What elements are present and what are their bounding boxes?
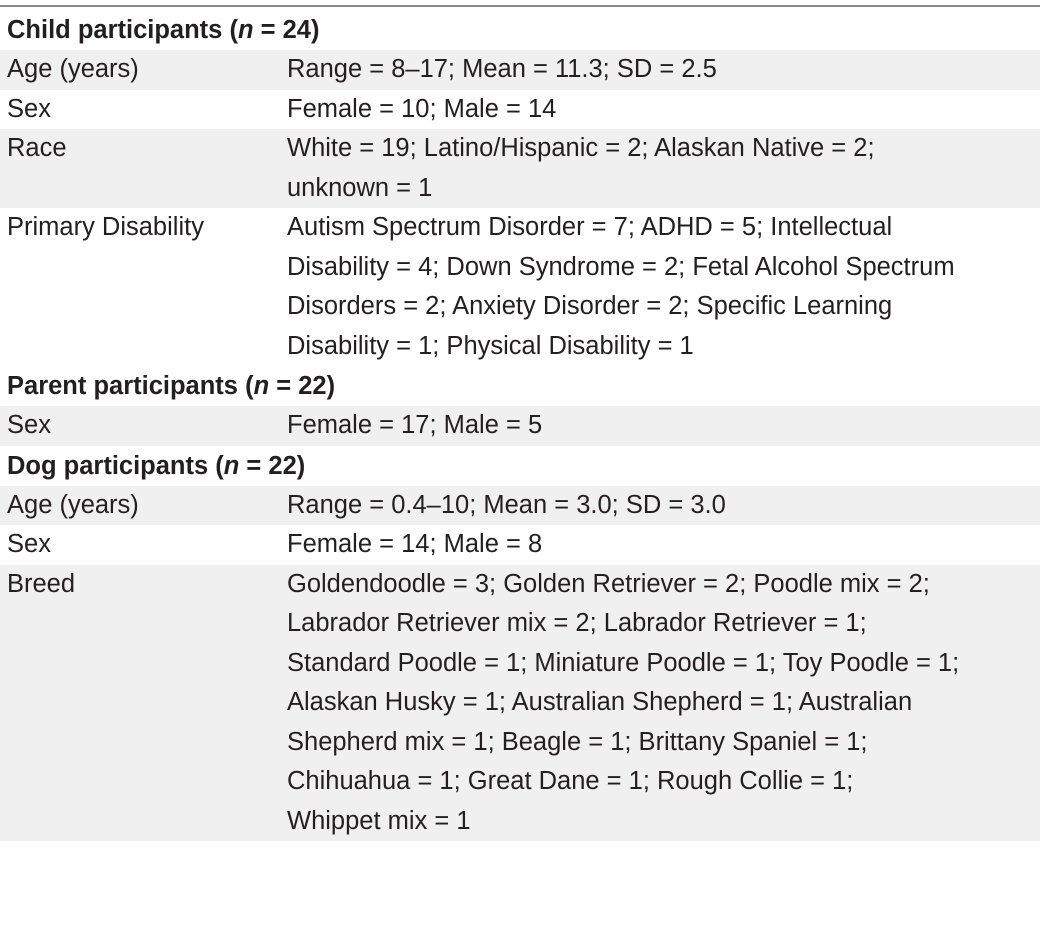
row-value-line: Disorders = 2; Anxiety Disorder = 2; Specific Learning [287,292,893,320]
row-value-line: Goldendoodle = 3; Golden Retriever = 2; Poodle mix = 2; [287,569,930,598]
dog-participants-header [0,446,1040,486]
row-value [287,406,1040,446]
row-value-line: Female = 10; Male = 14 [287,94,557,123]
row-label: Primary Disability [7,213,204,241]
row-label: Sex [7,411,51,439]
row-value [287,208,1040,366]
table-row [0,486,1040,526]
section-header-n: n [223,451,240,480]
row-value-line: Alaskan Husky = 1; Australian Shepherd = 1; Australian [287,688,913,716]
table-row [0,565,1040,842]
row-value-line: unknown = 1 [287,173,433,202]
section-header-suffix: = 22) [239,451,306,480]
row-label: Breed [7,569,76,598]
section-header-prefix: Child participants ( [7,16,238,44]
row-value [287,525,1040,565]
section-header-n: n [253,372,270,400]
table-row [0,90,1040,130]
row-label: Age (years) [7,490,139,519]
row-value-line: White = 19; Latino/Hispanic = 2; Alaskan Native = 2; [287,134,875,162]
row-value-line: Range = 0.4–10; Mean = 3.0; SD = 3.0 [287,490,726,519]
section-header-prefix: Parent participants ( [7,372,254,400]
row-value-line: Chihuahua = 1; Great Dane = 1; Rough Collie = 1; [287,767,854,795]
row-value-line: Autism Spectrum Disorder = 7; ADHD = 5; Intellectual [287,213,893,241]
row-label: Sex [7,530,51,558]
row-value [287,90,1040,130]
table-row [0,406,1040,446]
section-header-prefix: Dog participants ( [7,451,224,480]
section-header-suffix: = 24) [253,16,320,44]
row-value-line: Female = 17; Male = 5 [287,411,543,439]
child-participants-header [0,10,1040,50]
row-label: Age (years) [7,55,139,83]
table-row [0,50,1040,90]
table-row [0,129,1040,208]
demographics-table [0,10,1040,841]
row-value-line: Range = 8–17; Mean = 11.3; SD = 2.5 [287,55,717,83]
parent-participants-header [0,366,1040,406]
section-header-n: n [237,16,254,44]
table-row [0,525,1040,565]
row-label: Sex [7,94,51,123]
row-value-line: Shepherd mix = 1; Beagle = 1; Brittany Spaniel = 1; [287,727,868,756]
section-header-suffix: = 22) [269,372,336,400]
row-value [287,565,1040,842]
row-value-line: Female = 14; Male = 8 [287,530,543,558]
row-value-line: Disability = 4; Down Syndrome = 2; Fetal Alcohol Spectrum [287,252,955,281]
row-value [287,129,1040,208]
row-value-line: Disability = 1; Physical Disability = 1 [287,331,694,360]
table-row [0,208,1040,366]
table-top-rule [0,5,1040,7]
row-value [287,486,1040,526]
row-value-line: Labrador Retriever mix = 2; Labrador Retriever = 1; [287,609,867,637]
row-value [287,50,1040,90]
row-label: Race [7,134,67,162]
row-value-line: Whippet mix = 1 [287,806,471,835]
row-value-line: Standard Poodle = 1; Miniature Poodle = 1; Toy Poodle = 1; [287,648,960,677]
